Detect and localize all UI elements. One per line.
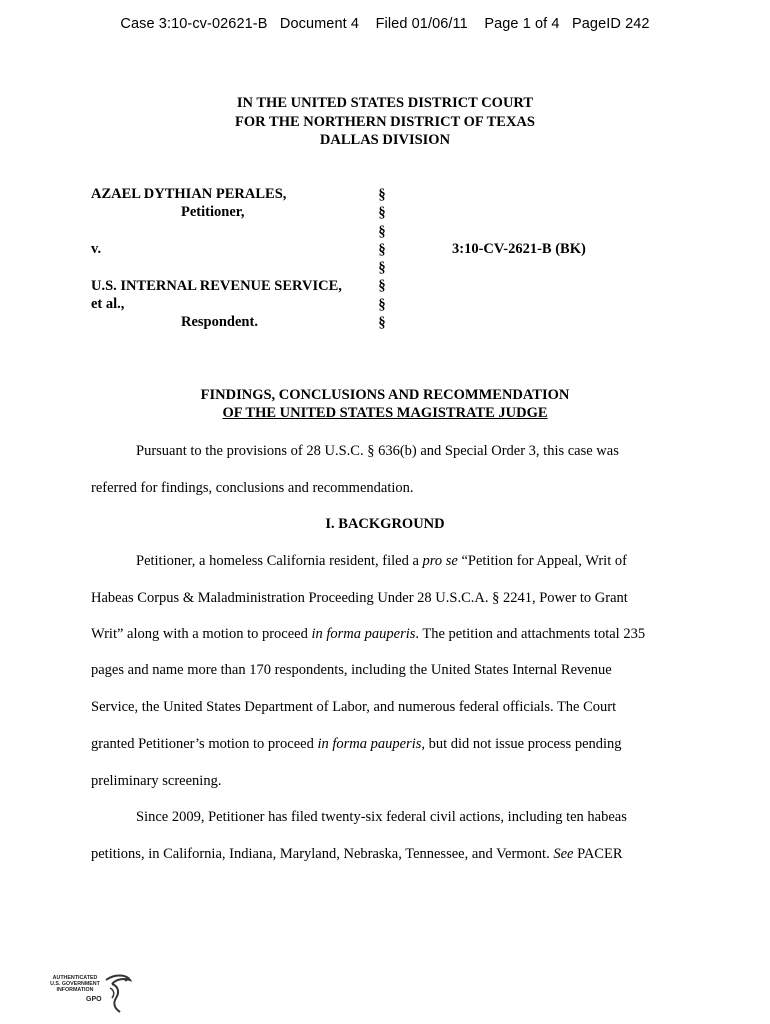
- respondent-name-line-2: et al.,: [91, 296, 125, 312]
- section-mark: §: [378, 223, 386, 240]
- section-mark: §: [378, 315, 386, 332]
- court-heading: [0, 94, 770, 150]
- petitioner-name: AZAEL DYTHIAN PERALES,: [91, 186, 287, 202]
- section-heading: I. BACKGROUND: [325, 516, 445, 532]
- page-count: Page 1 of 4: [484, 16, 560, 32]
- body-line: Habeas Corpus & Maladministration Proceeding Under 28 U.S.C.A. § 2241, Power to Grant: [91, 590, 628, 606]
- case-number-header: Case 3:10-cv-02621-B: [120, 16, 268, 32]
- body-line: preliminary screening.: [91, 773, 222, 789]
- respondent-role: Respondent.: [181, 314, 258, 330]
- court-line-2: FOR THE NORTHERN DISTRICT OF TEXAS: [235, 113, 535, 130]
- section-marks-column: [372, 186, 392, 332]
- section-mark: §: [378, 205, 386, 222]
- respondent-name-line-1: U.S. INTERNAL REVENUE SERVICE,: [91, 278, 342, 294]
- court-line-3: DALLAS DIVISION: [319, 132, 451, 148]
- document-title: [0, 386, 770, 422]
- versus: v.: [91, 241, 102, 257]
- document-number: Document 4: [279, 16, 360, 32]
- intro-line-1: Pursuant to the provisions of 28 U.S.C. § 636(b) and Special Order 3, this case was: [136, 443, 619, 459]
- title-line-2: OF THE UNITED STATES MAGISTRATE JUDGE: [222, 405, 548, 421]
- section-mark: §: [378, 241, 386, 258]
- body-line: Petitioner, a homeless California resident, filed a pro se “Petition for Appeal, Writ of: [136, 553, 627, 569]
- court-line-1: IN THE UNITED STATES DISTRICT COURT: [236, 95, 534, 111]
- body-line: Service, the United States Department of Labor, and numerous federal officials. The Court: [91, 699, 617, 715]
- section-mark: §: [378, 187, 386, 203]
- section-mark: §: [378, 296, 386, 313]
- body-line: pages and name more than 170 respondents, including the United States Internal Revenue: [91, 662, 612, 678]
- gpo-authentication-seal: AUTHENTICATED U.S. GOVERNMENT INFORMATION GPO: [42, 974, 134, 1020]
- case-number: 3:10-CV-2621-B (BK): [452, 241, 586, 257]
- petitioner-role: Petitioner,: [181, 204, 245, 220]
- title-line-1: FINDINGS, CONCLUSIONS AND RECOMMENDATION: [200, 387, 570, 403]
- body-line: Writ” along with a motion to proceed in forma pauperis. The petition and attachments total 235: [91, 626, 646, 642]
- section-mark: §: [378, 260, 386, 277]
- gpo-label: GPO: [86, 996, 102, 1003]
- eagle-icon: [100, 974, 132, 1014]
- case-header: [0, 16, 770, 32]
- filed-date: Filed 01/06/11: [375, 16, 468, 32]
- body-line: granted Petitioner’s motion to proceed in forma pauperis, but did not issue process pending: [91, 736, 622, 752]
- body-line: petitions, in California, Indiana, Maryland, Nebraska, Tennessee, and Vermont. See PACER: [91, 846, 623, 862]
- section-mark: §: [378, 278, 386, 295]
- page-id: PageID 242: [572, 16, 650, 32]
- body-line: Since 2009, Petitioner has filed twenty-six federal civil actions, including ten habeas: [136, 809, 627, 825]
- intro-line-2: referred for findings, conclusions and recommendation.: [91, 480, 414, 496]
